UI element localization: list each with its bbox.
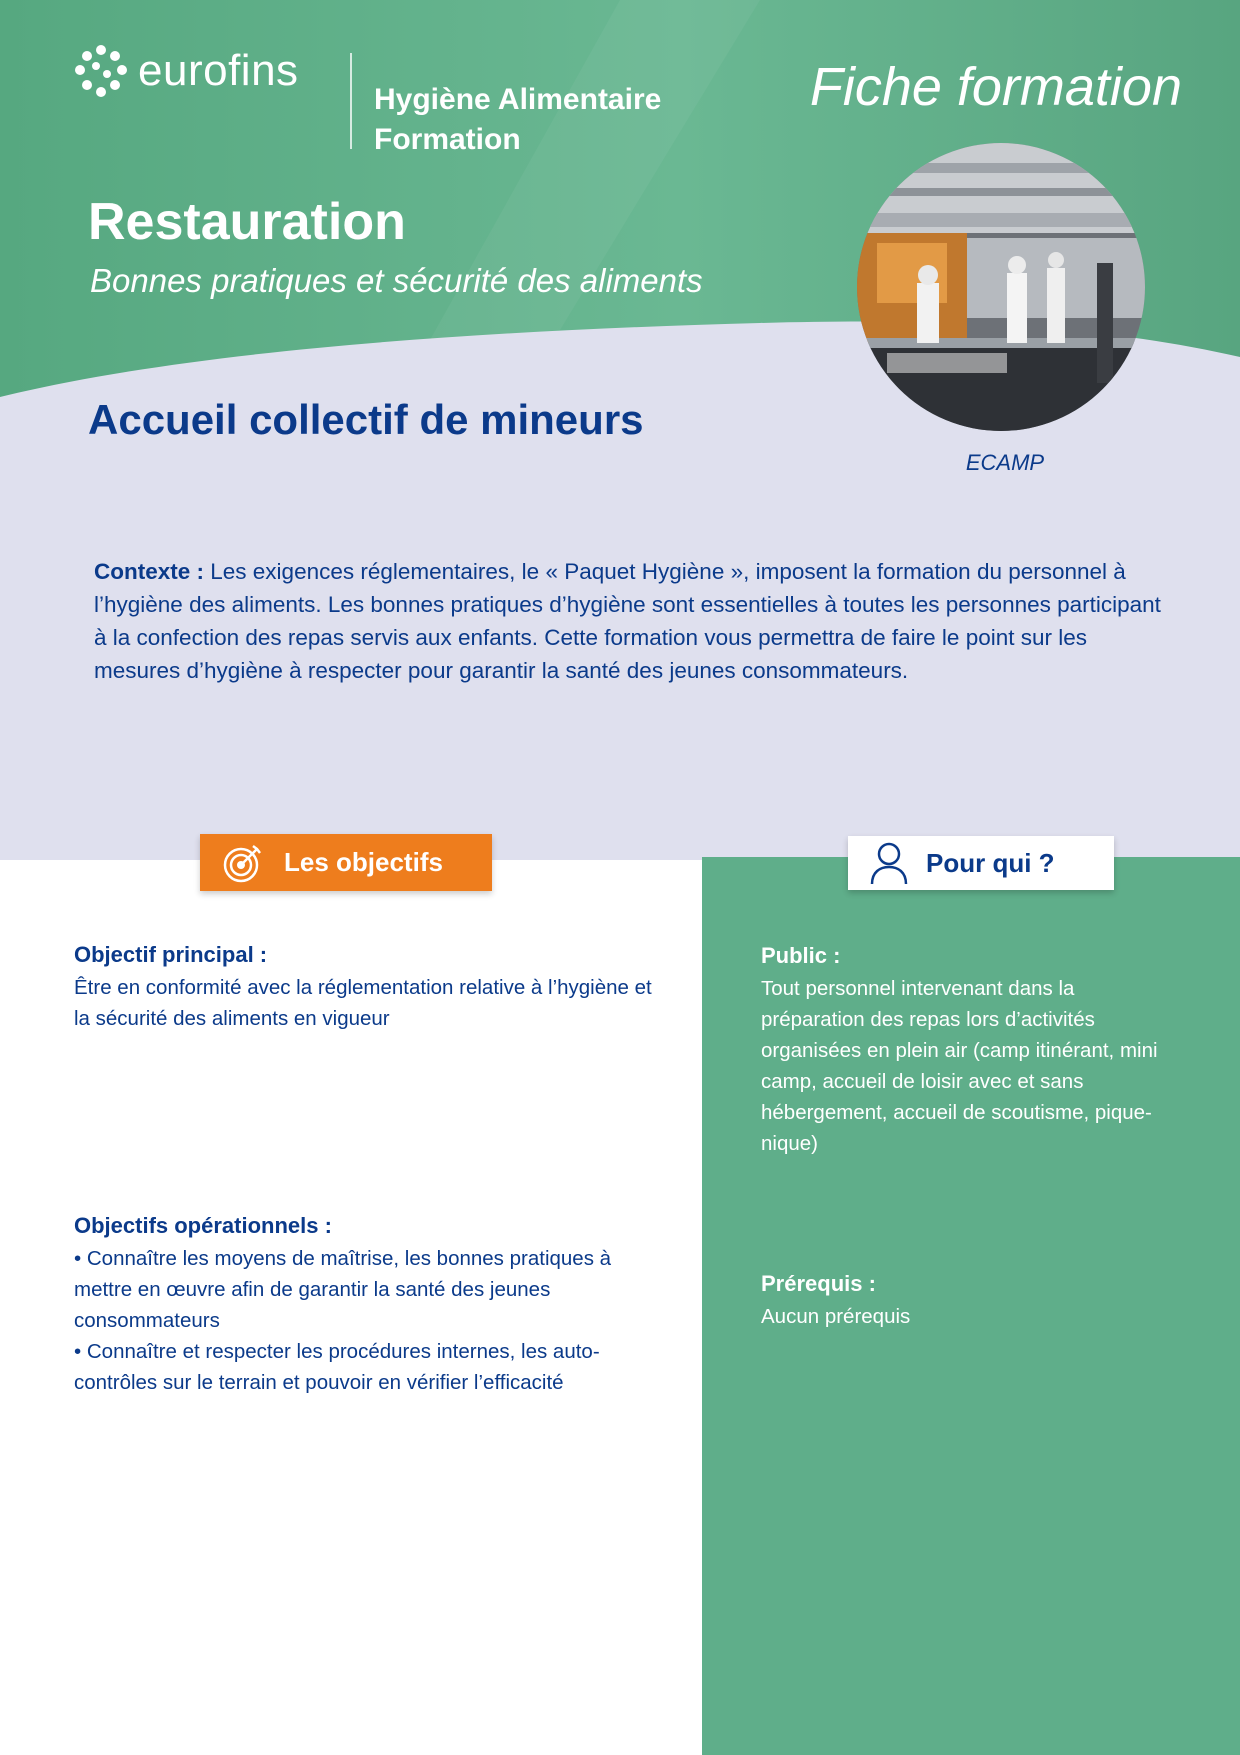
objectif-principal-text: Être en conformité avec la réglementation relative à l’hygiène et la sécurité des aliments en vigueur [74, 976, 652, 1030]
kitchen-photo [857, 143, 1145, 431]
target-icon [222, 842, 264, 884]
prerequis-text: Aucun prérequis [761, 1305, 911, 1328]
photo-caption: ECAMP [965, 450, 1045, 475]
document-type: Fiche formation [809, 57, 1182, 117]
objectif-principal-block [74, 939, 654, 1034]
public-block [761, 940, 1181, 1159]
pour-qui-badge-label: Pour qui ? [926, 847, 1055, 878]
public-title: Public : [761, 943, 841, 968]
brand-name: eurofins [138, 46, 299, 95]
division-line-2: Formation [374, 123, 521, 156]
objectifs-badge [200, 834, 492, 891]
page-subtitle: Bonnes pratiques et sécurité des aliments [90, 262, 703, 299]
public-text: Tout personnel intervenant dans la préparation des repas lors d’activités organisées en plein air (camp itinérant, mini camp, accueil de loisir avec et sans hébergement, accueil de scoutisme, pique-nique) [761, 977, 1158, 1155]
context-paragraph [94, 555, 1164, 687]
objectif-operationnel-item-2: • Connaître et respecter les procédures internes, les auto-contrôles sur le terrain et pouvoir en vérifier l’efficacité [74, 1340, 600, 1394]
context-text: Les exigences réglementaires, le « Paquet Hygiène », imposent la formation du personnel à l’hygiène des aliments. Les bonnes pratiques d’hygiène sont essentielles à toutes les personnes participant à la confection des repas servis aux enfants. Cette formation vous permettra de faire le point sur les mesures d’hygiène à respecter pour garantir la santé des jeunes consommateurs. [94, 559, 1161, 683]
division-line-1: Hygiène Alimentaire [374, 83, 662, 116]
objectifs-operationnels-block [74, 1210, 654, 1398]
objectif-principal-title: Objectif principal : [74, 942, 268, 967]
section-title: Accueil collectif de mineurs [88, 396, 644, 443]
context-label: Contexte : [94, 559, 205, 584]
prerequis-title: Prérequis : [761, 1271, 876, 1296]
page-title: Restauration [88, 193, 406, 251]
objectifs-badge-label: Les objectifs [284, 847, 443, 877]
objectif-operationnel-item-1: • Connaître les moyens de maîtrise, les bonnes pratiques à mettre en œuvre afin de garantir la santé des jeunes consommateurs [74, 1247, 612, 1332]
objectifs-operationnels-title: Objectifs opérationnels : [74, 1213, 332, 1238]
person-icon [870, 841, 908, 885]
division-name [374, 80, 661, 160]
prerequis-block [761, 1268, 1181, 1332]
pour-qui-badge [848, 836, 1114, 890]
header-divider [350, 53, 352, 149]
eurofins-logo-mark-icon [74, 44, 128, 98]
eurofins-logo [74, 44, 299, 98]
